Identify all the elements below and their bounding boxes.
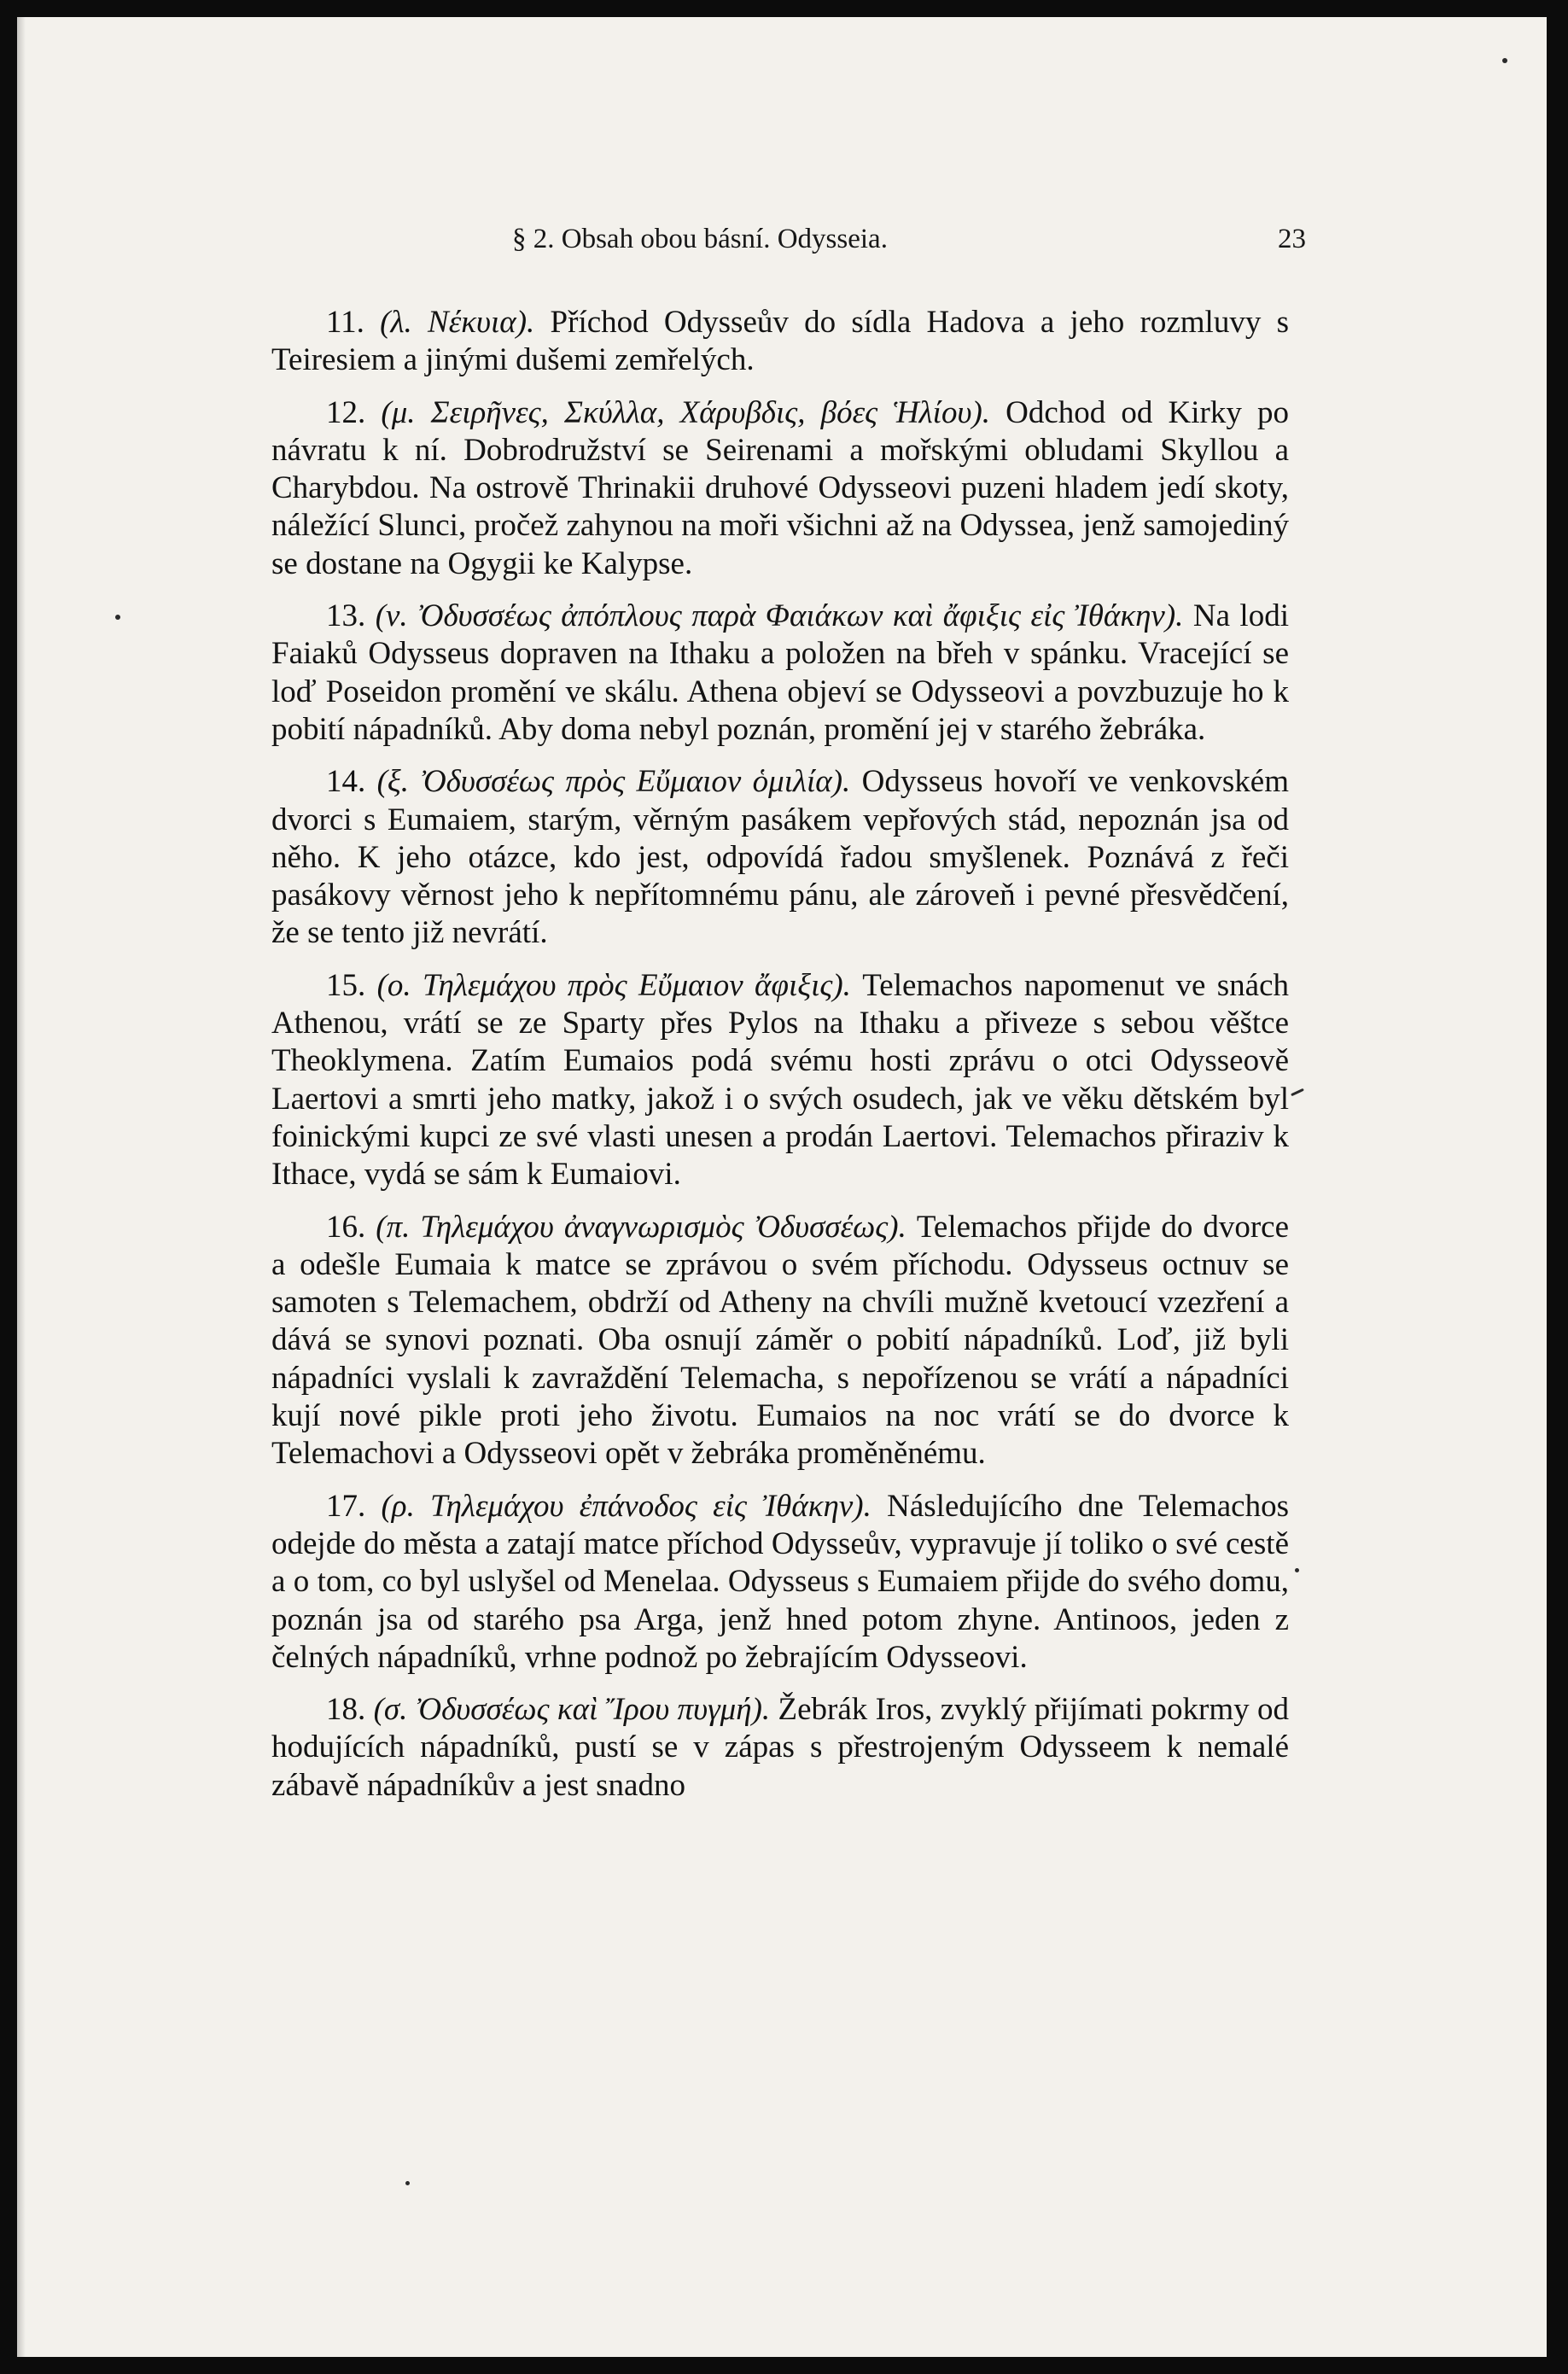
paragraph-number: 12. bbox=[326, 394, 366, 430]
paragraph-12 bbox=[271, 394, 1289, 583]
paragraph-number: 16. bbox=[326, 1209, 366, 1245]
header-title: § 2. Obsah obou básní. Odysseia. bbox=[512, 224, 888, 254]
greek-title: (σ. Ὀδυσσέως καὶ Ἴρου πυγμή). bbox=[373, 1692, 771, 1728]
paragraph-number: 15. bbox=[326, 967, 366, 1003]
paragraph-14 bbox=[271, 763, 1289, 952]
paragraph-text: Žebrák Iros, zvyklý přijímati pokrmy od hodujících nápadníků, pustí se v zápas s přestrojeným Odysseem k nemalé zábavě nápadníkův a jest snadno bbox=[271, 1692, 1289, 1803]
paragraph-text: Následujícího dne Telemachos odejde do města a zatají matce příchod Odysseův, vypravuje jí toliko o své cestě a o tom, co byl uslyšel od Menelaa. Odysseus s Eumaiem přijde do svého domu, poznán jsa od starého psa Arga, jenž hned potom zhyne. Antinoos, jeden z čelných nápadníků, vrhne podnož po žebrajícím Odysseovi. bbox=[271, 1488, 1289, 1675]
paragraph-number: 14. bbox=[326, 764, 366, 800]
scan-speck bbox=[1502, 58, 1507, 63]
greek-title: (ο. Τηλεμάχου πρὸς Εὔμαιον ἄφιξις). bbox=[376, 967, 851, 1003]
paragraph-11 bbox=[271, 304, 1289, 380]
paragraph-text: Na lodi Faiaků Odysseus dopraven na Ithaku a položen na břeh v spánku. Vracející se loď Poseidon promění ve skálu. Athena objeví se Odysseovi a povzbuzuje ho k pobití nápadníků. Aby doma nebyl poznán, promění jej v starého žebráka. bbox=[271, 598, 1289, 747]
running-header bbox=[512, 224, 1306, 275]
body-text bbox=[271, 304, 1289, 1819]
paragraph-18 bbox=[271, 1691, 1289, 1805]
paragraph-number: 13. bbox=[326, 598, 366, 634]
scan-speck bbox=[1295, 1568, 1299, 1572]
scanned-page bbox=[17, 17, 1547, 2357]
paragraph-number: 17. bbox=[326, 1488, 366, 1524]
paragraph-text: Telemachos napomenut ve snách Athenou, vrátí se ze Sparty přes Pylos na Ithaku a přiveze s sebou věštce Theoklymena. Zatím Eumaios podá svému hosti zprávu o otci Odysseově Laertovi a smrti jeho matky, jakož i o svých osudech, jak ve věku dětském byl foinickými kupci ze své vlasti unesen a prodán Laertovi. Telemachos přiraziv k Ithace, vydá se sám k Eumaiovi. bbox=[271, 967, 1289, 1193]
greek-title: (ξ. Ὀδυσσέως πρὸς Εὔμαιον ὁμιλία). bbox=[376, 764, 851, 800]
scan-speck bbox=[1291, 1088, 1304, 1096]
paragraph-16 bbox=[271, 1209, 1289, 1473]
paragraph-number: 18. bbox=[326, 1692, 366, 1728]
paragraph-text: Příchod Odysseův do sídla Hadova a jeho rozmluvy s Teiresiem a jinými dušemi zemřelých. bbox=[271, 305, 1289, 378]
paragraph-13 bbox=[271, 598, 1289, 749]
greek-title: (ρ. Τηλεμάχου ἐπάνοδος εἰς Ἰθάκην). bbox=[381, 1488, 871, 1524]
paragraph-15 bbox=[271, 967, 1289, 1194]
scan-speck bbox=[115, 615, 120, 620]
greek-title: (ν. Ὀδυσσέως ἀπόπλους παρὰ Φαιάκων καὶ ἄφιξις εἰς Ἰθάκην). bbox=[375, 598, 1184, 634]
paragraph-text: Odchod od Kirky po návratu k ní. Dobrodružství se Seirenami a mořskými obludami Skyllou a Charybdou. Na ostrově Thrinakii druhové Odysseovi puzeni hladem jedí skoty, náležící Slunci, pročež zahynou na moři všichni až na Odyssea, jenž samojediný se dostane na Ogygii ke Kalypse. bbox=[271, 394, 1290, 581]
paragraph-17 bbox=[271, 1488, 1289, 1677]
page-number: 23 bbox=[1278, 224, 1306, 254]
scan-speck bbox=[405, 2181, 410, 2185]
paragraph-text: Odysseus hovoří ve venkovském dvorci s Eumaiem, starým, věrným pasákem vepřových stád, nepoznán jsa od něho. K jeho otázce, kdo jest, odpovídá řadou smyšlenek. Poznává z řeči pasákovy věrnost jeho k nepřítomnému pánu, ale zároveň i pevné přesvědčení, že se tento již nevrátí. bbox=[271, 764, 1290, 951]
paragraph-number: 11. bbox=[326, 305, 364, 340]
greek-title: (λ. Νέκυια). bbox=[380, 305, 535, 340]
paragraph-text: Telemachos přijde do dvorce a odešle Eumaia k matce se zprávou o svém příchodu. Odysseus octnuv se samoten s Telemachem, obdrží od Atheny na chvíli mužně kvetoucí vzezření a dává se synovi poznati. Oba osnují záměr o pobití nápadníků. Loď, již byli nápadníci vyslali k zavraždění Telemacha, s nepořízenou se vrátí a nápadníci kují nové pikle proti jeho životu. Eumaios na noc vrátí se do dvorce k Telemachovi a Odysseovi opět v žebráka proměněnému. bbox=[271, 1209, 1290, 1472]
greek-title: (μ. Σειρῆνες, Σκύλλα, Χάρυβδις, βόες Ἡλίου). bbox=[381, 394, 991, 430]
greek-title: (π. Τηλεμάχου ἀναγνωρισμὸς Ὀδυσσέως). bbox=[376, 1209, 906, 1245]
